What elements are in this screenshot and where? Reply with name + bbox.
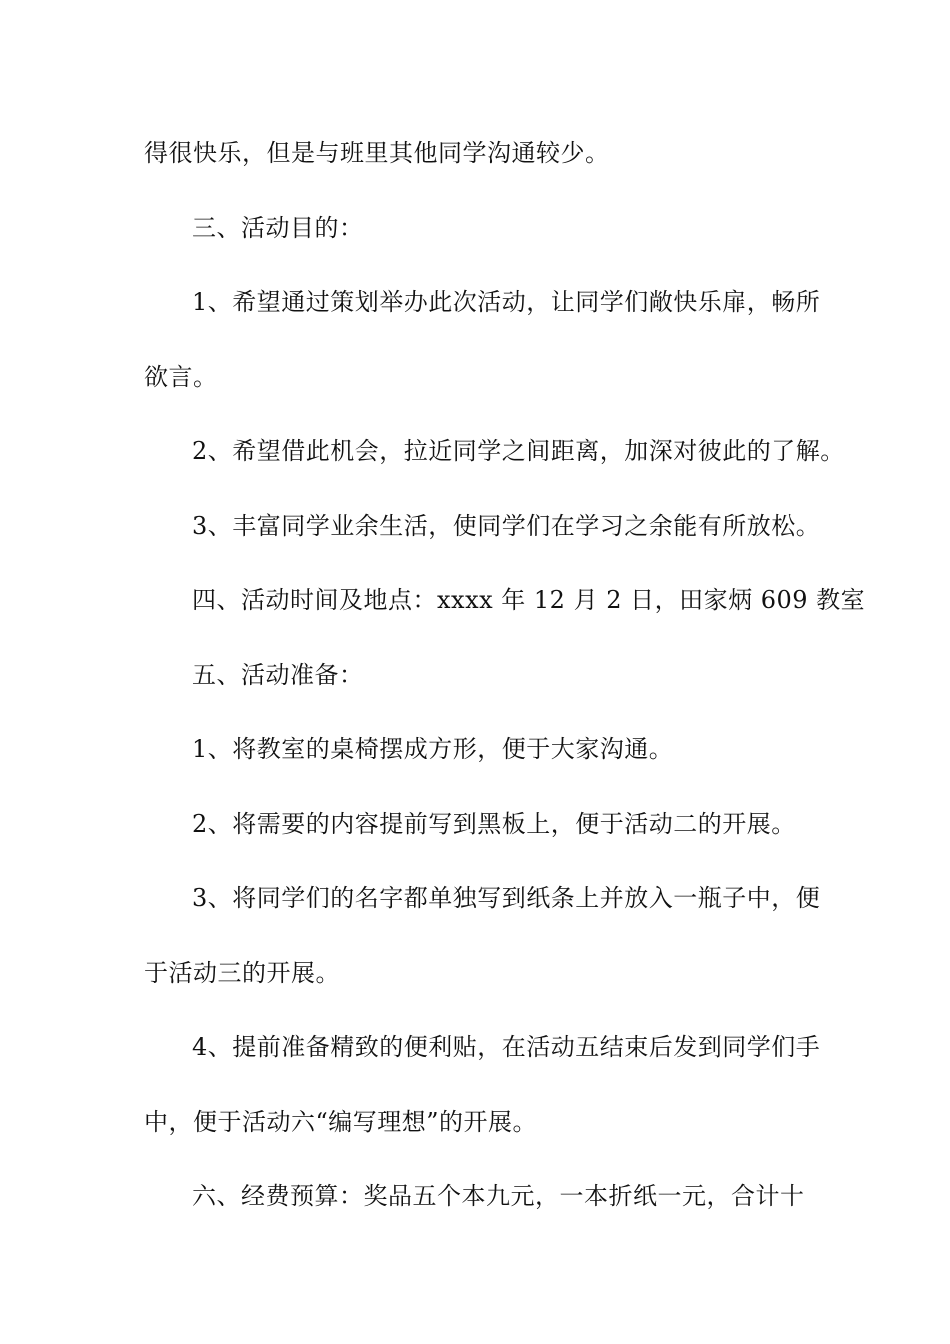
paragraph-line: 2、将需要的内容提前写到黑板上，便于活动二的开展。: [192, 810, 796, 838]
paragraph-line: 得很快乐，但是与班里其他同学沟通较少。: [144, 139, 610, 167]
section-heading: 四、活动时间及地点：xxxx 年 12 月 2 日，田家炳 609 教室: [192, 586, 866, 614]
paragraph-line: 4、提前准备精致的便利贴，在活动五结束后发到同学们手: [192, 1033, 821, 1061]
section-heading: 六、经费预算：奖品五个本九元，一本折纸一元，合计十: [192, 1182, 805, 1210]
section-heading: 五、活动准备：: [192, 661, 364, 689]
paragraph-line: 欲言。: [144, 363, 218, 391]
paragraph-line: 1、希望通过策划举办此次活动，让同学们敞快乐扉，畅所: [192, 288, 821, 316]
paragraph-line: 1、将教室的桌椅摆成方形，便于大家沟通。: [192, 735, 674, 763]
paragraph-line: 2、希望借此机会，拉近同学之间距离，加深对彼此的了解。: [192, 437, 845, 465]
paragraph-line: 于活动三的开展。: [144, 959, 340, 987]
paragraph-line: 中，便于活动六“编写理想”的开展。: [144, 1108, 538, 1136]
section-heading: 三、活动目的：: [192, 214, 364, 242]
paragraph-line: 3、将同学们的名字都单独写到纸条上并放入一瓶子中，便: [192, 884, 821, 912]
paragraph-line: 3、丰富同学业余生活，使同学们在学习之余能有所放松。: [192, 512, 821, 540]
